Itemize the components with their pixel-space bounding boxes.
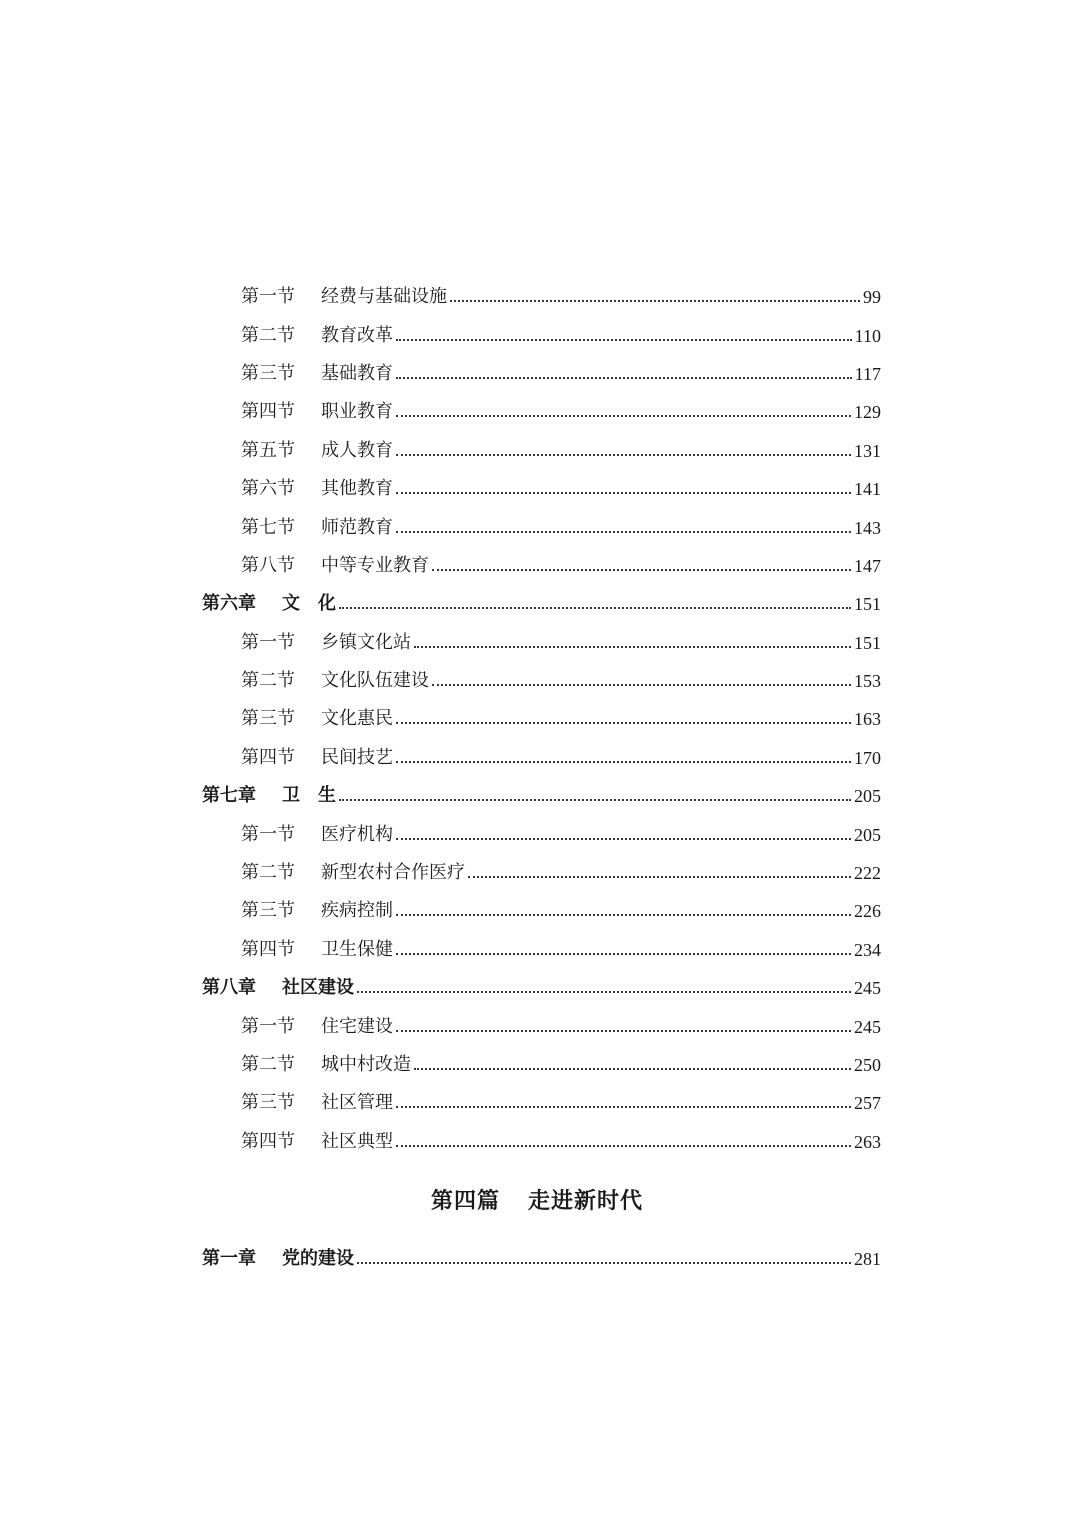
section-number: 第八节 (241, 554, 295, 576)
section-title: 职业教育 (321, 401, 393, 423)
section-title: 基础教育 (321, 362, 393, 384)
dot-leader (414, 646, 851, 648)
toc-entry-section[interactable] (0, 278, 881, 316)
section-number: 第六节 (241, 478, 295, 500)
dot-leader (396, 722, 851, 724)
section-number: 第一节 (241, 823, 295, 845)
section-number: 第三节 (241, 708, 295, 730)
page-number: 234 (854, 939, 881, 960)
chapter-title: 卫 生 (282, 785, 336, 807)
chapter-title: 社区建设 (282, 977, 354, 999)
section-number: 第三节 (241, 900, 295, 922)
part-heading (0, 1184, 1074, 1215)
section-title: 医疗机构 (321, 823, 393, 845)
toc-entry-section[interactable] (0, 393, 881, 431)
chapter-number: 第八章 (202, 977, 256, 999)
dot-leader (339, 607, 851, 609)
section-title: 住宅建设 (321, 1015, 393, 1037)
page-number: 205 (854, 786, 881, 807)
dot-leader (414, 1068, 851, 1070)
chapter-title: 党的建设 (282, 1248, 354, 1270)
dot-leader (396, 377, 852, 379)
page-number: 263 (854, 1131, 881, 1152)
section-number: 第二节 (241, 324, 295, 346)
page-number: 281 (854, 1249, 881, 1270)
page-number: 151 (854, 594, 881, 615)
toc-entry-chapter[interactable] (0, 1240, 881, 1278)
section-number: 第四节 (241, 401, 295, 423)
page-number: 99 (863, 287, 881, 308)
toc-entry-section[interactable] (0, 931, 881, 969)
section-title: 文化惠民 (321, 708, 393, 730)
toc-list-after-part (0, 1240, 1074, 1278)
page-number: 163 (854, 709, 881, 730)
toc-entry-chapter[interactable] (0, 777, 881, 815)
section-title: 新型农村合作医疗 (321, 862, 465, 884)
section-title: 中等专业教育 (321, 554, 429, 576)
section-number: 第一节 (241, 286, 295, 308)
section-number: 第五节 (241, 439, 295, 461)
page-number: 245 (854, 978, 881, 999)
page-number: 117 (854, 363, 881, 384)
toc-entry-section[interactable] (0, 508, 881, 546)
section-number: 第七节 (241, 516, 295, 538)
dot-leader (396, 953, 851, 955)
toc-entry-section[interactable] (0, 1123, 881, 1161)
dot-leader (432, 569, 851, 571)
dot-leader (357, 1262, 851, 1264)
section-number: 第一节 (241, 1015, 295, 1037)
toc-entry-section[interactable] (0, 892, 881, 930)
page-number: 151 (854, 632, 881, 653)
page-number: 257 (854, 1093, 881, 1114)
toc-entry-chapter[interactable] (0, 585, 881, 623)
section-number: 第二节 (241, 1054, 295, 1075)
chapter-number: 第一章 (202, 1248, 256, 1270)
dot-leader (468, 876, 851, 878)
section-title: 乡镇文化站 (321, 631, 411, 653)
section-number: 第三节 (241, 362, 295, 384)
dot-leader (396, 492, 851, 494)
toc-entry-section[interactable] (0, 624, 881, 662)
toc-entry-section[interactable] (0, 854, 881, 892)
page-number: 141 (854, 479, 881, 500)
section-number: 第四节 (241, 746, 295, 768)
section-number: 第二节 (241, 670, 295, 692)
chapter-number: 第七章 (202, 785, 256, 807)
dot-leader (396, 761, 851, 763)
section-number: 第四节 (241, 1130, 295, 1152)
dot-leader (396, 1030, 851, 1032)
dot-leader (450, 300, 860, 302)
toc-entry-section[interactable] (0, 815, 881, 853)
section-title: 师范教育 (321, 516, 393, 538)
toc-entry-section[interactable] (0, 1046, 881, 1084)
section-title: 民间技艺 (321, 746, 393, 768)
section-title: 教育改革 (321, 324, 393, 346)
chapter-title: 文 化 (282, 593, 336, 615)
page-number: 205 (854, 824, 881, 845)
toc-entry-section[interactable] (0, 355, 881, 393)
dot-leader (396, 531, 851, 533)
section-title: 经费与基础设施 (321, 286, 447, 308)
section-number: 第三节 (241, 1092, 295, 1114)
section-number: 第二节 (241, 862, 295, 884)
dot-leader (432, 684, 851, 686)
page-number: 110 (854, 325, 881, 346)
dot-leader (339, 799, 851, 801)
dot-leader (396, 1106, 851, 1108)
page-number: 129 (854, 402, 881, 423)
toc-entry-section[interactable] (0, 547, 881, 585)
dot-leader (396, 1145, 851, 1147)
dot-leader (396, 914, 851, 916)
page-number: 222 (854, 863, 881, 884)
section-title: 文化队伍建设 (321, 670, 429, 692)
toc-entry-section[interactable] (0, 700, 881, 738)
section-title: 社区典型 (321, 1130, 393, 1152)
page-number: 143 (854, 517, 881, 538)
toc-entry-section[interactable] (0, 1084, 881, 1122)
page-number: 245 (854, 1016, 881, 1037)
dot-leader (396, 454, 851, 456)
toc-entry-chapter[interactable] (0, 969, 881, 1007)
dot-leader (396, 339, 852, 341)
section-title: 城中村改造 (321, 1054, 411, 1075)
chapter-number: 第六章 (202, 593, 256, 615)
toc-entry-section[interactable] (0, 739, 881, 777)
page-number: 153 (854, 671, 881, 692)
dot-leader (396, 838, 851, 840)
toc-entry-section[interactable] (0, 432, 881, 470)
toc-entry-section[interactable] (0, 662, 881, 700)
toc-list (0, 278, 1074, 1161)
page-number: 170 (854, 747, 881, 768)
section-number: 第四节 (241, 938, 295, 960)
section-title: 其他教育 (321, 478, 393, 500)
section-title: 卫生保健 (321, 938, 393, 960)
section-number: 第一节 (241, 631, 295, 653)
dot-leader (357, 991, 851, 993)
page-number: 147 (854, 555, 881, 576)
dot-leader (396, 415, 851, 417)
part-number: 第四篇 (430, 1188, 500, 1214)
section-title: 成人教育 (321, 439, 393, 461)
toc-entry-section[interactable] (0, 1007, 881, 1045)
section-title: 社区管理 (321, 1092, 393, 1114)
section-title: 疾病控制 (321, 900, 393, 922)
page-number: 250 (854, 1055, 881, 1075)
toc-entry-section[interactable] (0, 316, 881, 354)
toc-entry-section[interactable] (0, 470, 881, 508)
page-number: 226 (854, 901, 881, 922)
part-title: 走进新时代 (528, 1188, 644, 1214)
page-number: 131 (854, 440, 881, 461)
